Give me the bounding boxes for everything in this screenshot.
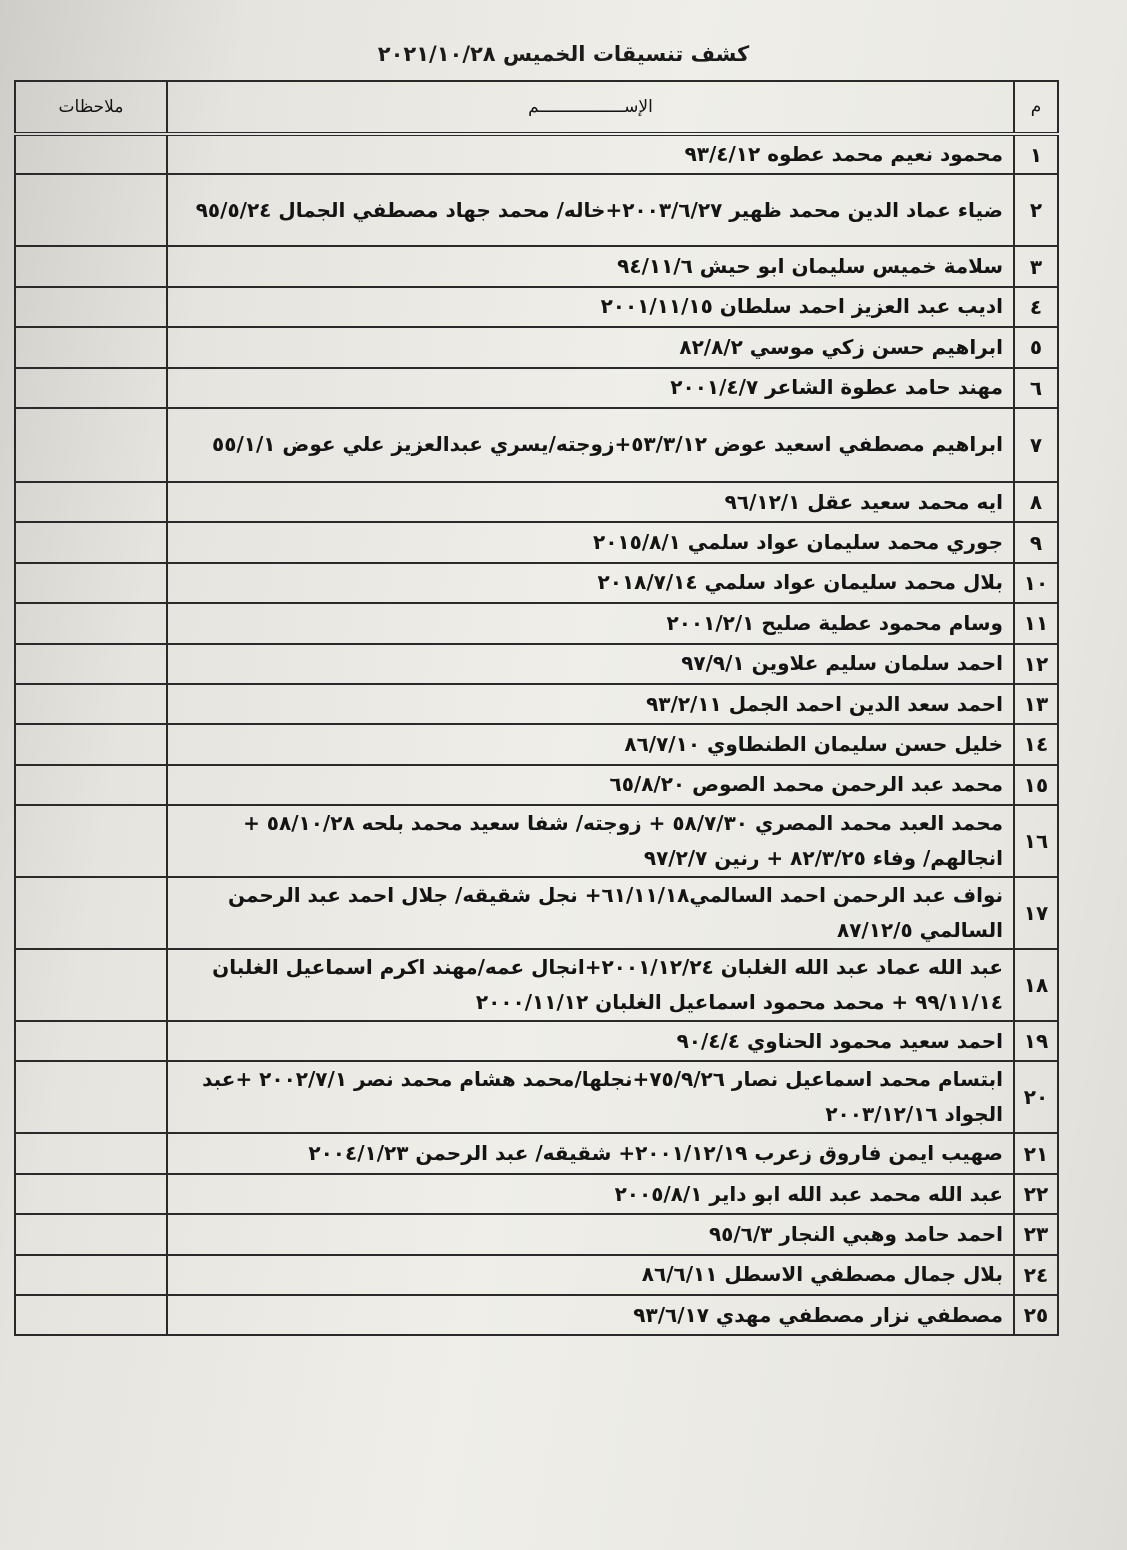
row-name-entry: ابراهيم حسن زكي موسي ٨٢/٨/٢ <box>167 327 1014 367</box>
header-notes: ملاحظات <box>15 81 167 134</box>
row-number: ٨ <box>1014 482 1058 522</box>
table-row <box>15 134 1058 174</box>
row-name-entry: احمد سعد الدين احمد الجمل ٩٣/٢/١١ <box>167 684 1014 724</box>
row-number: ٢٥ <box>1014 1295 1058 1335</box>
row-number: ٢٢ <box>1014 1174 1058 1214</box>
row-number: ١٢ <box>1014 644 1058 684</box>
row-number: ٦ <box>1014 368 1058 408</box>
row-name-entry: جوري محمد سليمان عواد سلمي ٢٠١٥/٨/١ <box>167 522 1014 562</box>
row-number: ١٨ <box>1014 949 1058 1021</box>
names-table <box>14 80 1059 1336</box>
header-number: م <box>1014 81 1058 134</box>
row-notes-cell <box>15 1255 167 1295</box>
document-title: كشف تنسيقات الخميس ٢٠٢١/١٠/٢٨ <box>377 42 750 66</box>
row-name-entry: محمد عبد الرحمن محمد الصوص ٦٥/٨/٢٠ <box>167 765 1014 805</box>
row-notes-cell <box>15 482 167 522</box>
row-name-entry: ضياء عماد الدين محمد ظهير ٢٠٠٣/٦/٢٧+خاله/ محمد جهاد مصطفي الجمال ٩٥/٥/٢٤ <box>167 174 1014 246</box>
row-number: ٢ <box>1014 174 1058 246</box>
table-row <box>15 1255 1058 1295</box>
table-row <box>15 1295 1058 1335</box>
table-row <box>15 684 1058 724</box>
row-notes-cell <box>15 684 167 724</box>
row-number: ١ <box>1014 134 1058 174</box>
row-number: ٧ <box>1014 408 1058 482</box>
table-row <box>15 287 1058 327</box>
row-notes-cell <box>15 805 167 877</box>
row-name-entry: احمد سلمان سليم علاوين ٩٧/٩/١ <box>167 644 1014 684</box>
table-row <box>15 327 1058 367</box>
row-notes-cell <box>15 1133 167 1173</box>
table-row <box>15 368 1058 408</box>
table-row <box>15 724 1058 764</box>
table-header-row <box>15 81 1058 134</box>
row-notes-cell <box>15 327 167 367</box>
table-row <box>15 1133 1058 1173</box>
row-notes-cell <box>15 724 167 764</box>
table-row <box>15 1021 1058 1061</box>
row-number: ٤ <box>1014 287 1058 327</box>
row-number: ٢٤ <box>1014 1255 1058 1295</box>
row-number: ٢٣ <box>1014 1214 1058 1254</box>
table-row <box>15 1061 1058 1133</box>
row-number: ٢٠ <box>1014 1061 1058 1133</box>
row-name-entry: نواف عبد الرحمن احمد السالمي٦١/١١/١٨+ نجل شقيقه/ جلال احمد عبد الرحمن السالمي ٨٧/١٢/٥ <box>167 877 1014 949</box>
row-name-entry: عبد الله محمد عبد الله ابو داير ٢٠٠٥/٨/١ <box>167 1174 1014 1214</box>
table-row <box>15 644 1058 684</box>
row-number: ١٣ <box>1014 684 1058 724</box>
table-row <box>15 563 1058 603</box>
row-name-entry: احمد سعيد محمود الحناوي ٩٠/٤/٤ <box>167 1021 1014 1061</box>
table-row <box>15 174 1058 246</box>
row-name-entry: محمود نعيم محمد عطوه ٩٣/٤/١٢ <box>167 134 1014 174</box>
row-name-entry: بلال محمد سليمان عواد سلمي ٢٠١٨/٧/١٤ <box>167 563 1014 603</box>
row-notes-cell <box>15 174 167 246</box>
row-name-entry: سلامة خميس سليمان ابو حيش ٩٤/١١/٦ <box>167 246 1014 286</box>
row-notes-cell <box>15 644 167 684</box>
header-name: الإســـــــــــــــــم <box>167 81 1014 134</box>
row-notes-cell <box>15 765 167 805</box>
table-row <box>15 246 1058 286</box>
table-body <box>15 134 1058 1335</box>
row-name-entry: ابراهيم مصطفي اسعيد عوض ٥٣/٣/١٢+زوجته/يسري عبدالعزيز علي عوض ٥٥/١/١ <box>167 408 1014 482</box>
row-notes-cell <box>15 1295 167 1335</box>
table-row <box>15 603 1058 643</box>
row-notes-cell <box>15 563 167 603</box>
row-notes-cell <box>15 522 167 562</box>
table-row <box>15 1214 1058 1254</box>
row-notes-cell <box>15 408 167 482</box>
row-notes-cell <box>15 1214 167 1254</box>
row-notes-cell <box>15 1021 167 1061</box>
row-number: ١١ <box>1014 603 1058 643</box>
table-row <box>15 522 1058 562</box>
row-number: ٢١ <box>1014 1133 1058 1173</box>
row-name-entry: عبد الله عماد عبد الله الغلبان ٢٠٠١/١٢/٢٤+انجال عمه/مهند اكرم اسماعيل الغلبان ٩٩/١١/١٤ + محمد محمود اسماعيل الغلبان ٢٠٠٠/١١/١٢ <box>167 949 1014 1021</box>
row-number: ١٩ <box>1014 1021 1058 1061</box>
row-notes-cell <box>15 246 167 286</box>
row-notes-cell <box>15 287 167 327</box>
row-notes-cell <box>15 368 167 408</box>
row-name-entry: محمد العبد محمد المصري ٥٨/٧/٣٠ + زوجته/ شفا سعيد محمد بلحه ٥٨/١٠/٢٨ + انجالهم/ وفاء ٨٢/٣/٢٥ + رنين ٩٧/٢/٧ <box>167 805 1014 877</box>
row-number: ١٤ <box>1014 724 1058 764</box>
row-notes-cell <box>15 1061 167 1133</box>
row-number: ١٧ <box>1014 877 1058 949</box>
row-number: ١٠ <box>1014 563 1058 603</box>
table-row <box>15 765 1058 805</box>
row-number: ٩ <box>1014 522 1058 562</box>
row-name-entry: مصطفي نزار مصطفي مهدي ٩٣/٦/١٧ <box>167 1295 1014 1335</box>
row-name-entry: صهيب ايمن فاروق زعرب ٢٠٠١/١٢/١٩+ شقيقه/ عبد الرحمن ٢٠٠٤/١/٢٣ <box>167 1133 1014 1173</box>
table-row <box>15 1174 1058 1214</box>
row-name-entry: مهند حامد عطوة الشاعر ٢٠٠١/٤/٧ <box>167 368 1014 408</box>
row-name-entry: بلال جمال مصطفي الاسطل ٨٦/٦/١١ <box>167 1255 1014 1295</box>
table-row <box>15 949 1058 1021</box>
row-notes-cell <box>15 877 167 949</box>
row-notes-cell <box>15 603 167 643</box>
row-notes-cell <box>15 949 167 1021</box>
row-number: ١٦ <box>1014 805 1058 877</box>
row-name-entry: اديب عبد العزيز احمد سلطان ٢٠٠١/١١/١٥ <box>167 287 1014 327</box>
table-row <box>15 482 1058 522</box>
row-name-entry: احمد حامد وهبي النجار ٩٥/٦/٣ <box>167 1214 1014 1254</box>
row-number: ٥ <box>1014 327 1058 367</box>
row-notes-cell <box>15 1174 167 1214</box>
row-notes-cell <box>15 134 167 174</box>
row-number: ١٥ <box>1014 765 1058 805</box>
table-row <box>15 805 1058 877</box>
row-name-entry: ابتسام محمد اسماعيل نصار ٧٥/٩/٢٦+نجلها/محمد هشام محمد نصر ٢٠٠٢/٧/١ +عبد الجواد ٢٠٠٣/١٢/١٦ <box>167 1061 1014 1133</box>
row-number: ٣ <box>1014 246 1058 286</box>
row-name-entry: خليل حسن سليمان الطنطاوي ٨٦/٧/١٠ <box>167 724 1014 764</box>
table-row <box>15 877 1058 949</box>
row-name-entry: وسام محمود عطية صليح ٢٠٠١/٢/١ <box>167 603 1014 643</box>
row-name-entry: ايه محمد سعيد عقل ٩٦/١٢/١ <box>167 482 1014 522</box>
table-row <box>15 408 1058 482</box>
